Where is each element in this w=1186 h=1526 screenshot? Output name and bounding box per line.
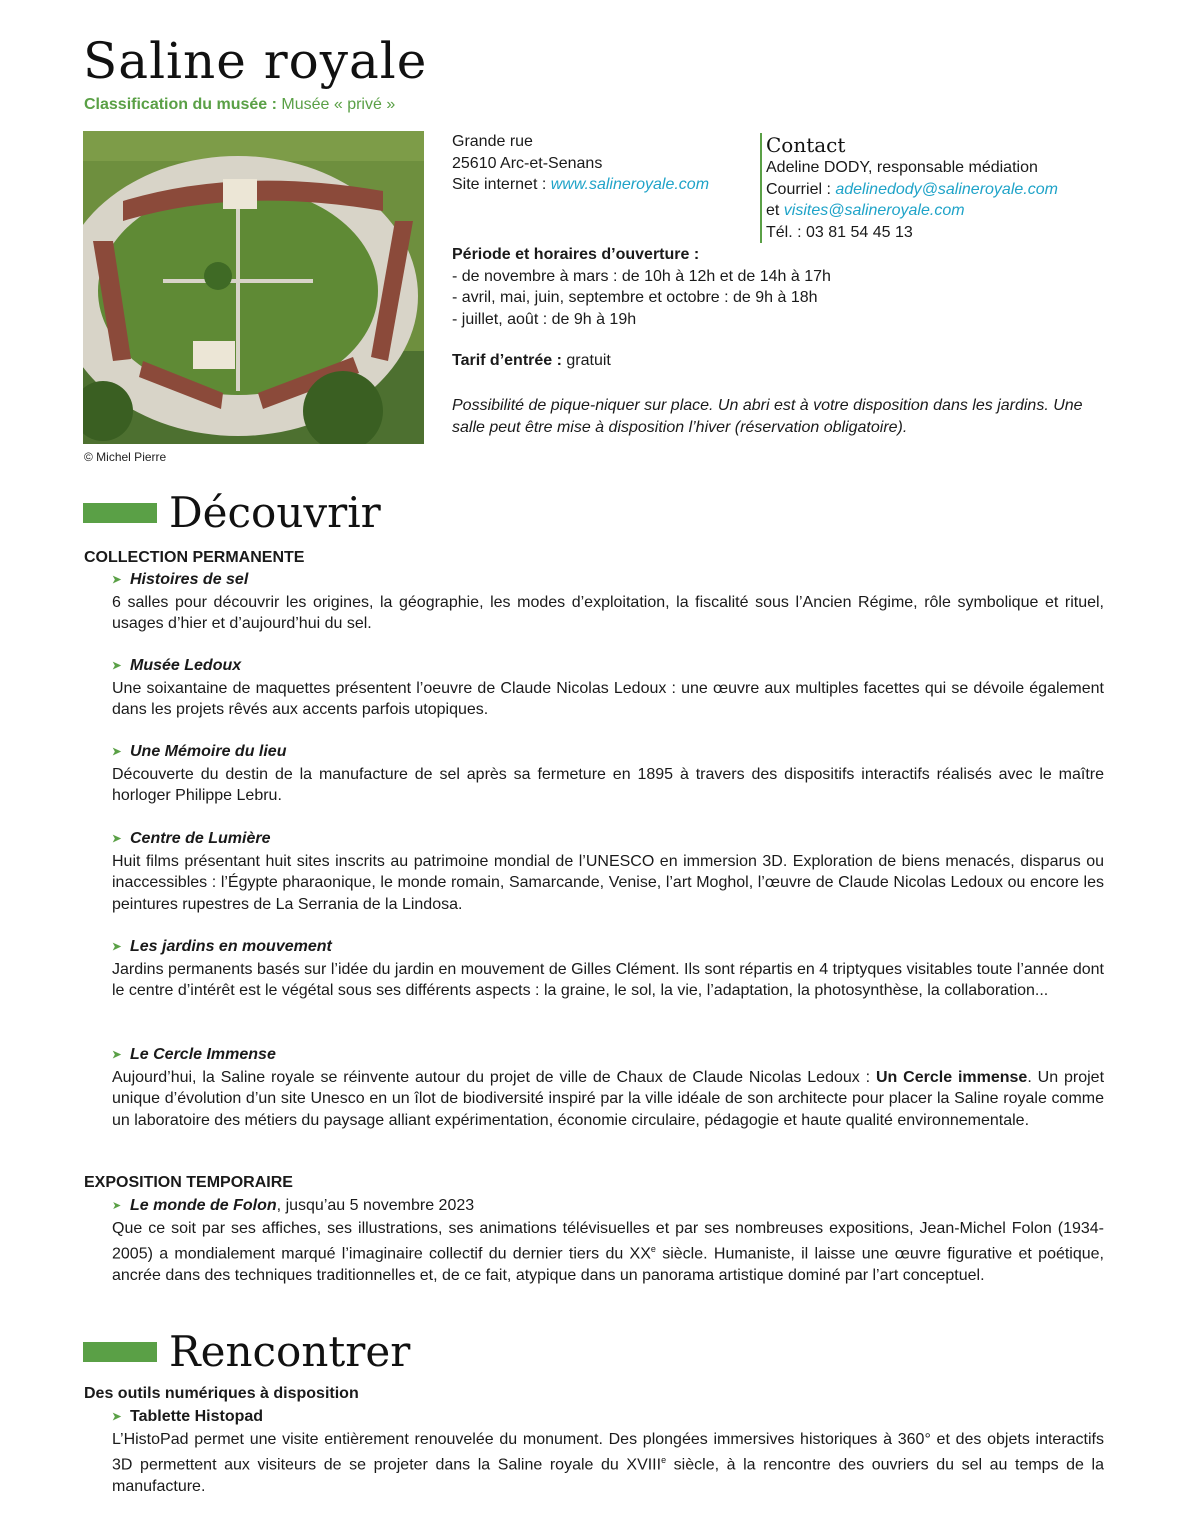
- arrow-icon: ➤: [112, 1049, 122, 1061]
- saline-aerial-photo: [83, 131, 424, 444]
- list-item: [112, 655, 1104, 721]
- item-text: Une soixantaine de maquettes présentent l’oeuvre de Claude Nicolas Ledoux : une œuvre aux multiples facettes qui se dévoile également dans les projets rêvés aux accents parfois utopiques.: [112, 679, 1104, 718]
- section-bar: [83, 503, 157, 523]
- item-text: [112, 1429, 1104, 1498]
- address-street: Grande rue: [452, 133, 533, 150]
- item-text-part: Aujourd’hui, la Saline royale se réinvente autour du projet de ville de Chaux de Claude Nicolas Ledoux :: [112, 1068, 876, 1086]
- arrow-icon: ➤: [112, 941, 122, 953]
- hours-line: - de novembre à mars : de 10h à 12h et de 14h à 17h: [452, 267, 831, 285]
- item-text-part: siècle. Humaniste, il laisse une œuvre figurative et poétique, ancrée dans des techniques traditionnelles et, de ce fait, atypique dans un panorama artistique dominé par l’art conceptuel.: [112, 1245, 1105, 1284]
- photo-credit: © Michel Pierre: [84, 450, 167, 464]
- arrow-icon: ➤: [112, 833, 122, 845]
- contact-phone: Tél. : 03 81 54 45 13: [766, 223, 913, 241]
- arrow-icon: ➤: [112, 1411, 122, 1423]
- hours-line: - avril, mai, juin, septembre et octobre : de 9h à 18h: [452, 289, 818, 306]
- list-item: [112, 741, 1104, 807]
- item-text-part: siècle, à la rencontre des ouvriers du sel au temps de la manufacture.: [112, 1456, 1104, 1495]
- digital-tools-label: Des outils numériques à disposition: [84, 1385, 359, 1402]
- museum-classification: [84, 96, 395, 114]
- item-text: Huit films présentant huit sites inscrits au patrimoine mondial de l’UNESCO en immersion 3D. Exploration de biens menacés, disparus ou inaccessibles : l’Égypte pharaonique, le monde romain, Samarcande, Venise, l’art Moghol, l’œuvre de Claude Nicolas Ledoux ou encore les peintures rupestres de La Serrania de la Lindosa.: [112, 852, 1104, 913]
- item-title: Tablette Histopad: [130, 1408, 264, 1425]
- page-title: Saline royale: [83, 32, 428, 90]
- item-text-part: . Un projet unique d’évolution d’un site Unesco en un îlot de biodiversité inspiré par la ville idéale de son architecte pour placer la Saline royale comme un laboratoire des métiers du paysage alliant expérimentation, économie circulaire, pédagogie et haute qualité environnementale.: [112, 1068, 1105, 1129]
- hours-label: Période et horaires d’ouverture :: [452, 246, 700, 263]
- item-title: Le Cercle Immense: [130, 1046, 276, 1063]
- contact-person: Adeline DODY, responsable médiation: [766, 159, 1038, 176]
- email-and: et: [766, 202, 780, 219]
- superscript: e: [661, 1455, 667, 1465]
- address-city: 25610 Arc-et-Senans: [452, 154, 603, 172]
- list-item: [112, 1406, 1104, 1497]
- item-text-bold: Un Cercle immense: [875, 1068, 1028, 1086]
- classification-value: Musée « privé »: [281, 96, 396, 113]
- address-block: [452, 131, 752, 196]
- hours-line: - juillet, août : de 9h à 19h: [452, 310, 637, 328]
- item-title: Musée Ledoux: [130, 657, 242, 674]
- arrow-icon: ➤: [112, 660, 122, 672]
- arrow-icon: ➤: [112, 746, 122, 758]
- item-text-part: L’HistoPad permet une visite entièrement renouvelée du monument. Des plongées immersives historiques à 360° et des objets interactifs 3D permettent aux visiteurs de se projeter dans la Saline royale du XVIII: [112, 1430, 1104, 1474]
- opening-hours: [452, 244, 1092, 330]
- item-title: Une Mémoire du lieu: [130, 743, 287, 760]
- section-rencontrer-header: [83, 1327, 411, 1376]
- superscript: e: [650, 1244, 656, 1254]
- permanent-collection-label: COLLECTION PERMANENTE: [84, 549, 305, 566]
- arrow-icon: ➤: [112, 1200, 122, 1212]
- list-item: [112, 1195, 1104, 1286]
- item-title: Le monde de Folon: [130, 1197, 277, 1214]
- section-decouvrir-header: [83, 488, 381, 537]
- list-item: [112, 936, 1104, 1002]
- item-text: Jardins permanents basés sur l’idée du jardin en mouvement de Gilles Clément. Ils sont répartis en 4 triptyques visitables toute l’année dont le centre d’intérêt est le végétal sous ses différents aspects : la graine, le sol, la vie, l’adaptation, la photosynthèse, la collaboration...: [112, 960, 1104, 999]
- section-title-decouvrir: Découvrir: [169, 488, 381, 537]
- item-date: , jusqu’au 5 novembre 2023: [276, 1197, 475, 1214]
- contact-title: Contact: [766, 133, 846, 157]
- item-title: Les jardins en mouvement: [130, 938, 332, 955]
- tarif-value: gratuit: [566, 352, 611, 369]
- picnic-note: Possibilité de pique-niquer sur place. Un abri est à votre disposition dans les jardins. Une salle peut être mise à disposition l’hiver (réservation obligatoire).: [452, 397, 1083, 436]
- item-text-part: Que ce soit par ses affiches, ses illustrations, ses animations télévisuelles et par ses nombreuses expositions, Jean-Michel Folon (1934-2005) a mondialement marqué l’imaginaire collectif du dernier tiers du XX: [112, 1219, 1104, 1263]
- website-label: Site internet :: [452, 176, 547, 193]
- temporary-exhibition-label: EXPOSITION TEMPORAIRE: [84, 1174, 293, 1191]
- email-link-1[interactable]: adelinedody@salineroyale.com: [835, 180, 1058, 198]
- arrow-icon: ➤: [112, 574, 122, 586]
- email-link-2[interactable]: visites@salineroyale.com: [783, 202, 965, 219]
- item-text: [112, 1067, 1104, 1132]
- list-item: [112, 828, 1104, 915]
- email-line: [766, 179, 1058, 201]
- tarif-label: Tarif d’entrée :: [452, 352, 562, 369]
- website-link[interactable]: www.salineroyale.com: [550, 176, 710, 193]
- email-line-2: [766, 200, 1058, 222]
- classification-label: Classification du musée :: [84, 96, 277, 113]
- item-text: Découverte du destin de la manufacture de sel après sa fermeture en 1895 à travers des dispositifs interactifs réalisés avec le maître horloger Philippe Lebru.: [112, 765, 1104, 804]
- section-title-rencontrer: Rencontrer: [169, 1327, 411, 1376]
- section-bar: [83, 1342, 157, 1362]
- list-item: [112, 1044, 1104, 1131]
- email-label: Courriel :: [766, 180, 831, 198]
- entry-price: [452, 350, 611, 372]
- list-item: [112, 569, 1104, 635]
- item-text: 6 salles pour découvrir les origines, la géographie, les modes d’exploitation, la fiscalité sous l’Ancien Régime, rôle symbolique et rituel, usages d’hier et d’aujourd’hui du sel.: [112, 593, 1104, 632]
- item-text: [112, 1218, 1104, 1287]
- website-line: [452, 174, 752, 196]
- item-title: Histoires de sel: [130, 571, 249, 588]
- item-title: Centre de Lumière: [130, 830, 271, 847]
- contact-block: [760, 133, 1058, 243]
